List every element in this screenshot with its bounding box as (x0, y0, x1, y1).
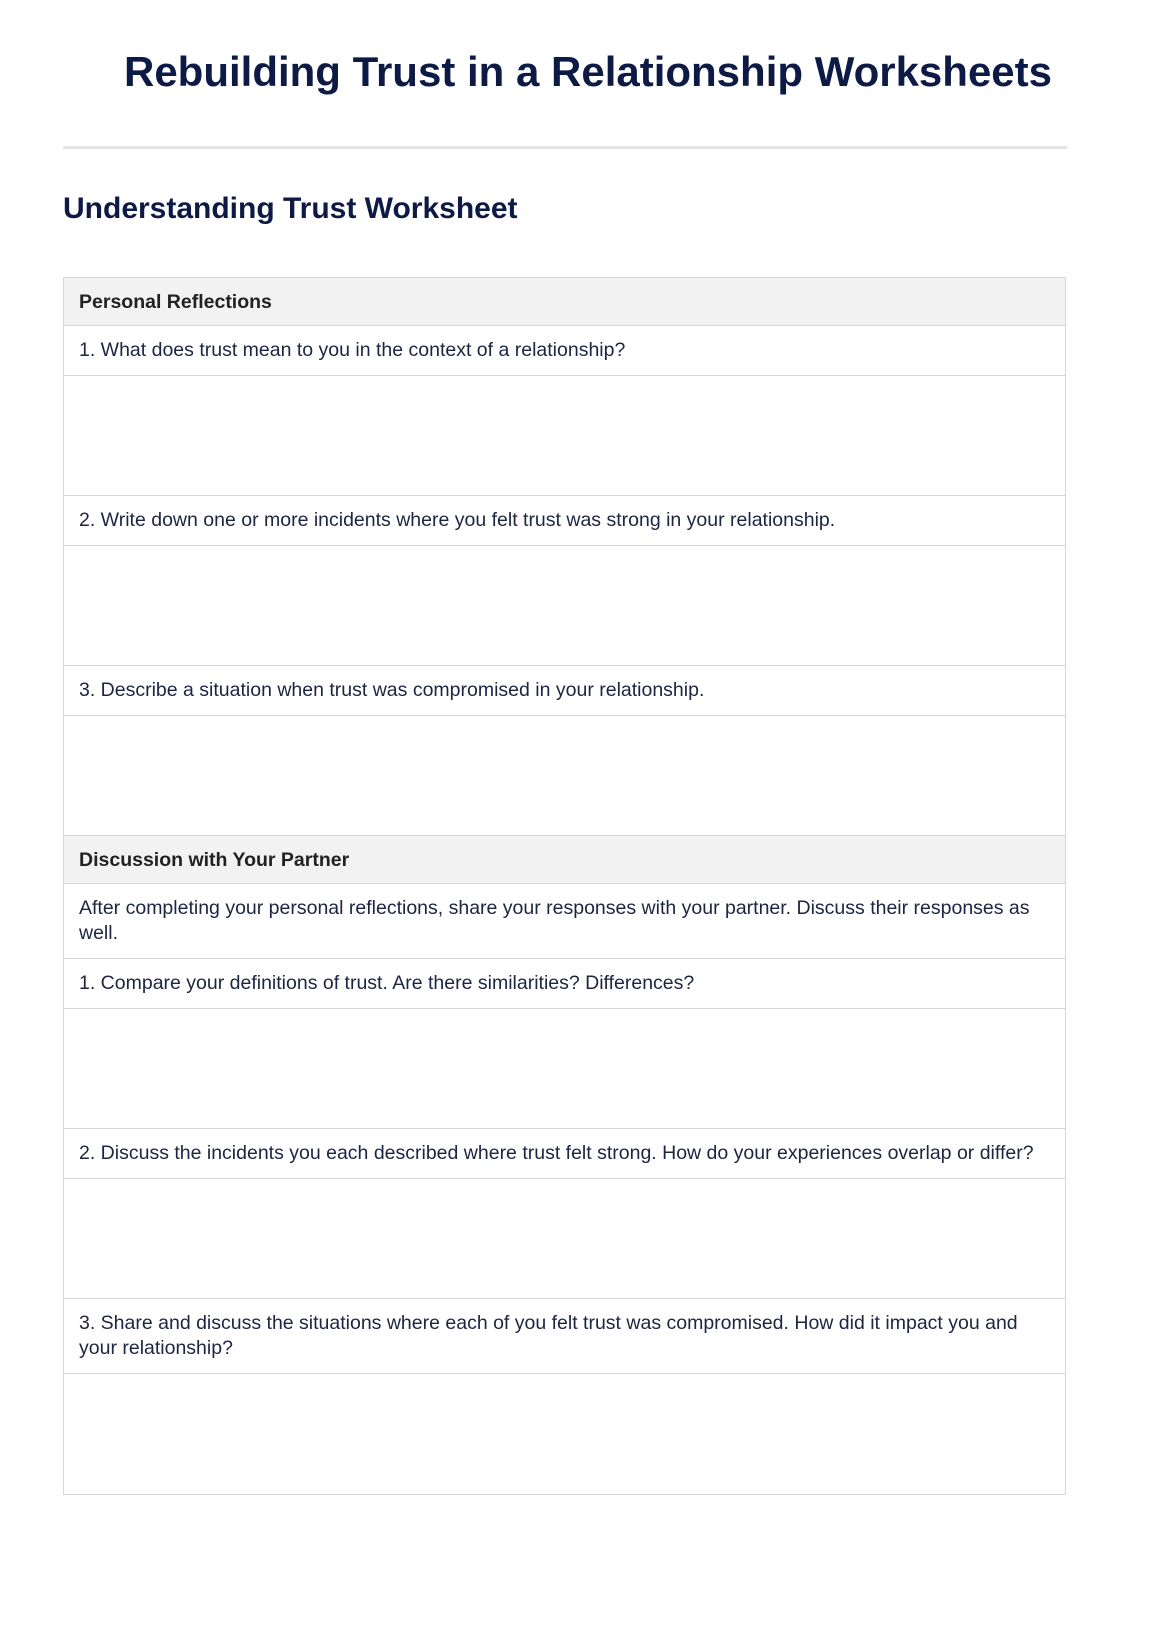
question-row: 1. What does trust mean to you in the context of a relationship? (64, 326, 1065, 376)
answer-area[interactable] (64, 1374, 1065, 1494)
answer-area[interactable] (64, 1179, 1065, 1299)
worksheet-table (63, 277, 1066, 1495)
question-row: 2. Discuss the incidents you each described where trust felt strong. How do your experiences overlap or differ? (64, 1129, 1065, 1179)
question-row: 2. Write down one or more incidents where you felt trust was strong in your relationship. (64, 496, 1065, 546)
worksheet-title: Understanding Trust Worksheet (63, 192, 518, 225)
answer-area[interactable] (64, 716, 1065, 836)
question-row: 1. Compare your definitions of trust. Are there similarities? Differences? (64, 959, 1065, 1009)
question-row: 3. Describe a situation when trust was compromised in your relationship. (64, 666, 1065, 716)
divider (63, 146, 1067, 149)
section-header-personal-reflections: Personal Reflections (64, 278, 1065, 326)
section-header-discussion: Discussion with Your Partner (64, 836, 1065, 884)
page-title: Rebuilding Trust in a Relationship Worksheets (123, 48, 1053, 95)
section-intro: After completing your personal reflections, share your responses with your partner. Discuss their responses as well. (64, 884, 1065, 959)
answer-area[interactable] (64, 546, 1065, 666)
question-row: 3. Share and discuss the situations where each of you felt trust was compromised. How did it impact you and your relationship? (64, 1299, 1065, 1374)
answer-area[interactable] (64, 376, 1065, 496)
answer-area[interactable] (64, 1009, 1065, 1129)
